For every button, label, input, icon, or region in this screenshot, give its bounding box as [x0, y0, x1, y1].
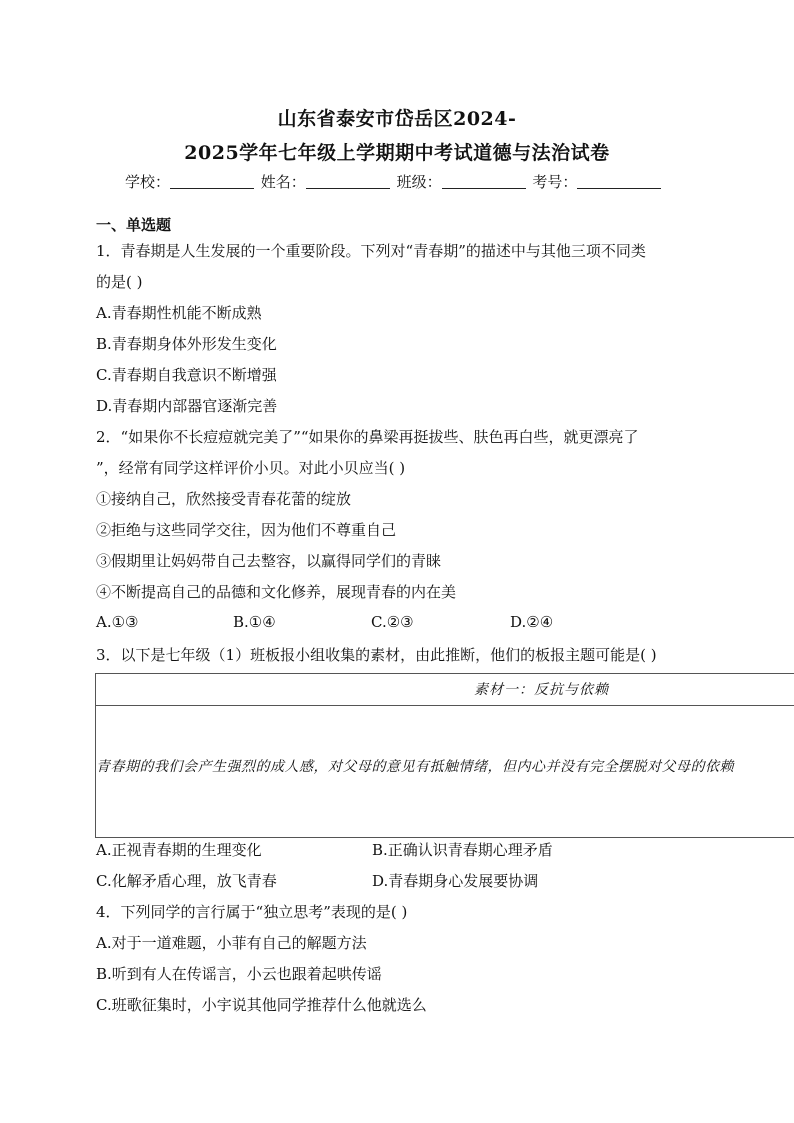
school-blank: [170, 174, 254, 189]
q3-table-header-text: 素材一：反抗与依赖: [474, 682, 609, 698]
name-blank: [306, 174, 390, 189]
school-label: 学校：: [125, 173, 171, 191]
q2-option-a: A.①③: [96, 613, 139, 631]
q4-option-a: A.对于一道难题，小菲有自己的解题方法: [96, 934, 367, 952]
q3-option-b: B.正确认识青春期心理矛盾: [372, 841, 553, 859]
q1-stem-line2: 的是( ): [96, 273, 143, 291]
q2-option-b: B.①④: [233, 613, 276, 631]
q2-item-1: ①接纳自己，欣然接受青春花蕾的绽放: [96, 490, 352, 508]
exam-title-line1: 山东省泰安市岱岳区2024-: [277, 108, 517, 130]
q3-stem: 3．以下是七年级（1）班板报小组收集的素材，由此推断，他们的板报主题可能是( ): [96, 646, 657, 664]
q3-material-table: [95, 673, 794, 838]
q3-table-content: 青春期的我们会产生强烈的成人感，对父母的意见有抵触情绪，但内心并没有完全摆脱对父母的依赖: [96, 759, 734, 775]
q2-stem-line1: 2．“如果你不长痘痘就完美了”“如果你的鼻梁再挺拔些、肤色再白些，就更漂亮了: [96, 428, 639, 446]
exam-title-line2: 2025学年七年级上学期期中考试道德与法治试卷: [184, 142, 610, 164]
q3-option-c: C.化解矛盾心理，放飞青春: [96, 872, 277, 890]
student-info-row: [125, 171, 663, 192]
q3-option-a: A.正视青春期的生理变化: [96, 841, 262, 859]
section-heading: 一、单选题: [96, 216, 172, 234]
q1-option-b: B.青春期身体外形发生变化: [96, 335, 277, 353]
exam-number-label: 考号：: [532, 173, 578, 191]
q2-stem-line2: ”，经常有同学这样评价小贝。对此小贝应当( ): [96, 459, 406, 477]
name-label: 姓名：: [260, 173, 306, 191]
q2-option-c: C.②③: [371, 613, 414, 631]
q2-item-2: ②拒绝与这些同学交往，因为他们不尊重自己: [96, 521, 397, 539]
class-label: 班级：: [396, 173, 442, 191]
q1-option-d: D.青春期内部器官逐渐完善: [96, 397, 278, 415]
q3-table-header: [96, 674, 794, 706]
q4-option-b: B.听到有人在传谣言，小云也跟着起哄传谣: [96, 965, 382, 983]
q2-item-4: ④不断提高自己的品德和文化修养，展现青春的内在美: [96, 583, 457, 601]
q2-item-3: ③假期里让妈妈带自己去整容，以赢得同学们的青睐: [96, 552, 442, 570]
q1-option-a: A.青春期性机能不断成熟: [96, 304, 262, 322]
q1-stem-line1: 1．青春期是人生发展的一个重要阶段。下列对“青春期”的描述中与其他三项不同类: [96, 242, 646, 260]
q3-option-d: D.青春期身心发展要协调: [372, 872, 539, 890]
q4-option-c: C.班歌征集时，小宇说其他同学推荐什么他就选么: [96, 996, 427, 1014]
q1-option-c: C.青春期自我意识不断增强: [96, 366, 277, 384]
q4-stem: 4．下列同学的言行属于“独立思考”表现的是( ): [96, 903, 408, 921]
exam-number-blank: [577, 174, 661, 189]
q2-option-d: D.②④: [510, 613, 554, 631]
class-blank: [442, 174, 526, 189]
